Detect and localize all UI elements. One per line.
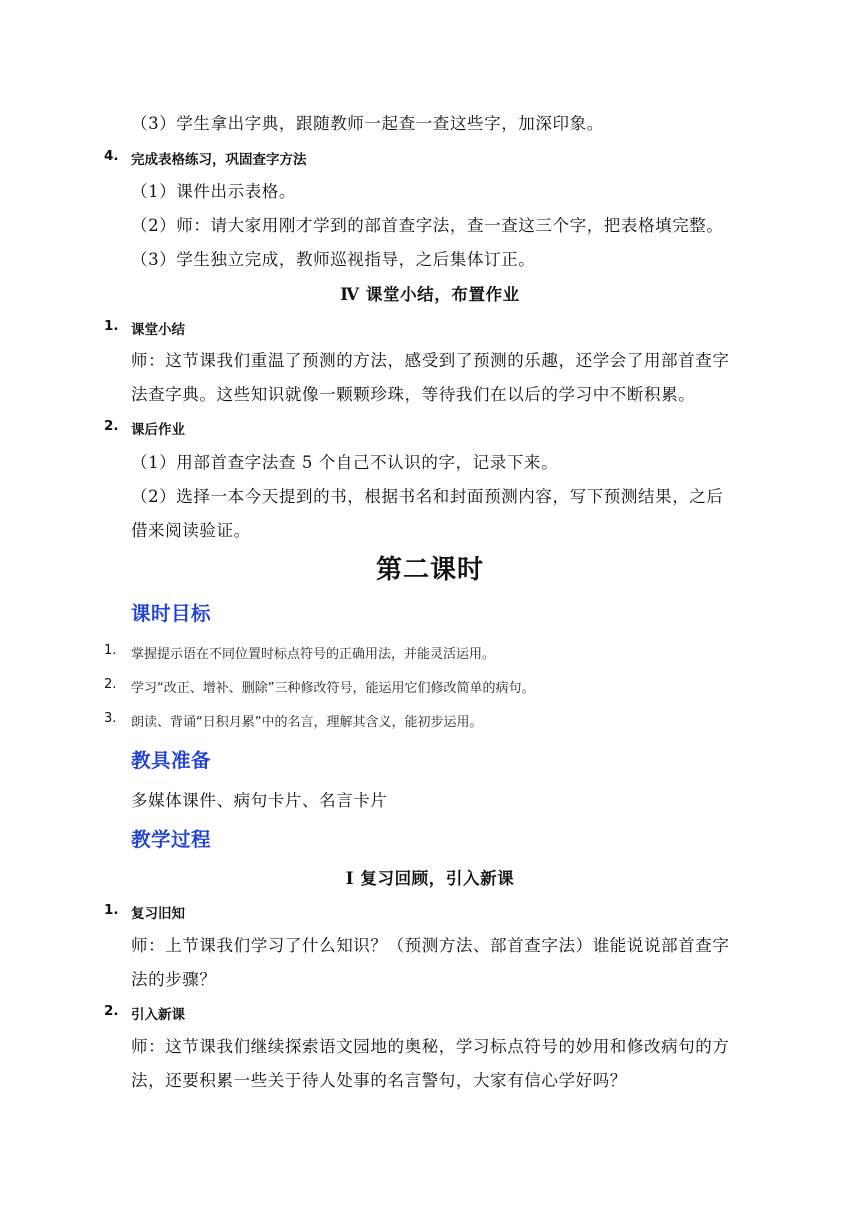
- section-4-title: Ⅳ 课堂小结，布置作业: [340, 285, 520, 304]
- summary-title: 课堂小结: [131, 322, 185, 338]
- item-4-line-1: （1）课件出示表格。: [131, 182, 296, 201]
- goal-3-number: 3.: [104, 711, 117, 726]
- section-1-title: Ⅰ 复习回顾，引入新课: [345, 869, 515, 888]
- summary-number: 1.: [104, 318, 119, 334]
- goal-2-number: 2.: [104, 677, 117, 692]
- process-heading: 教学过程: [131, 828, 212, 851]
- prep-heading: 教具准备: [131, 749, 212, 772]
- goal-3-text: 朗读、背诵“日积月累”中的名言，理解其含义，能初步运用。: [131, 715, 483, 730]
- item-4-line-3: （3）学生独立完成，教师巡视指导，之后集体订正。: [131, 250, 536, 269]
- summary-line-1: 师：这节课我们重温了预测的方法，感受到了预测的乐趣，还学会了用部首查字: [131, 351, 730, 370]
- intro-title: 引入新课: [131, 1007, 185, 1023]
- review-number: 1.: [104, 902, 119, 918]
- homework-title: 课后作业: [131, 422, 185, 438]
- homework-number: 2.: [104, 418, 119, 434]
- goal-1-number: 1.: [104, 643, 117, 658]
- homework-line-1: （1）用部首查字法查 5 个自己不认识的字，记录下来。: [131, 453, 559, 472]
- item-4-number: 4.: [104, 148, 119, 164]
- review-line-2: 法的步骤？: [131, 970, 217, 989]
- intro-number: 2.: [104, 1003, 119, 1019]
- summary-line-2: 法查字典。这些知识就像一颗颗珍珠，等待我们在以后的学习中不断积累。: [131, 385, 696, 404]
- review-title: 复习旧知: [131, 906, 185, 922]
- step-3-text: （3）学生拿出字典，跟随教师一起查一查这些字，加深印象。: [131, 114, 604, 133]
- homework-line-3: 借来阅读验证。: [131, 521, 251, 540]
- item-4-line-2: （2）师：请大家用刚才学到的部首查字法，查一查这三个字，把表格填完整。: [131, 216, 724, 235]
- lesson-2-title: 第二课时: [375, 555, 484, 585]
- goal-1-text: 掌握提示语在不同位置时标点符号的正确用法，并能灵活运用。: [131, 647, 496, 662]
- homework-line-2: （2）选择一本今天提到的书，根据书名和封面预测内容，写下预测结果，之后: [131, 487, 724, 506]
- prep-text: 多媒体课件、病句卡片、名言卡片: [131, 791, 388, 810]
- intro-line-1: 师：这节课我们继续探索语文园地的奥秘，学习标点符号的妙用和修改病句的方: [131, 1037, 730, 1056]
- item-4-title: 完成表格练习，巩固查字方法: [131, 152, 307, 168]
- goals-heading: 课时目标: [131, 602, 212, 625]
- review-line-1: 师：上节课我们学习了什么知识？（预测方法、部首查字法）谁能说说部首查字: [131, 936, 730, 955]
- intro-line-2: 法，还要积累一些关于待人处事的名言警句，大家有信心学好吗？: [131, 1071, 627, 1090]
- goal-2-text: 学习“改正、增补、删除”三种修改符号，能运用它们修改简单的病句。: [131, 681, 535, 696]
